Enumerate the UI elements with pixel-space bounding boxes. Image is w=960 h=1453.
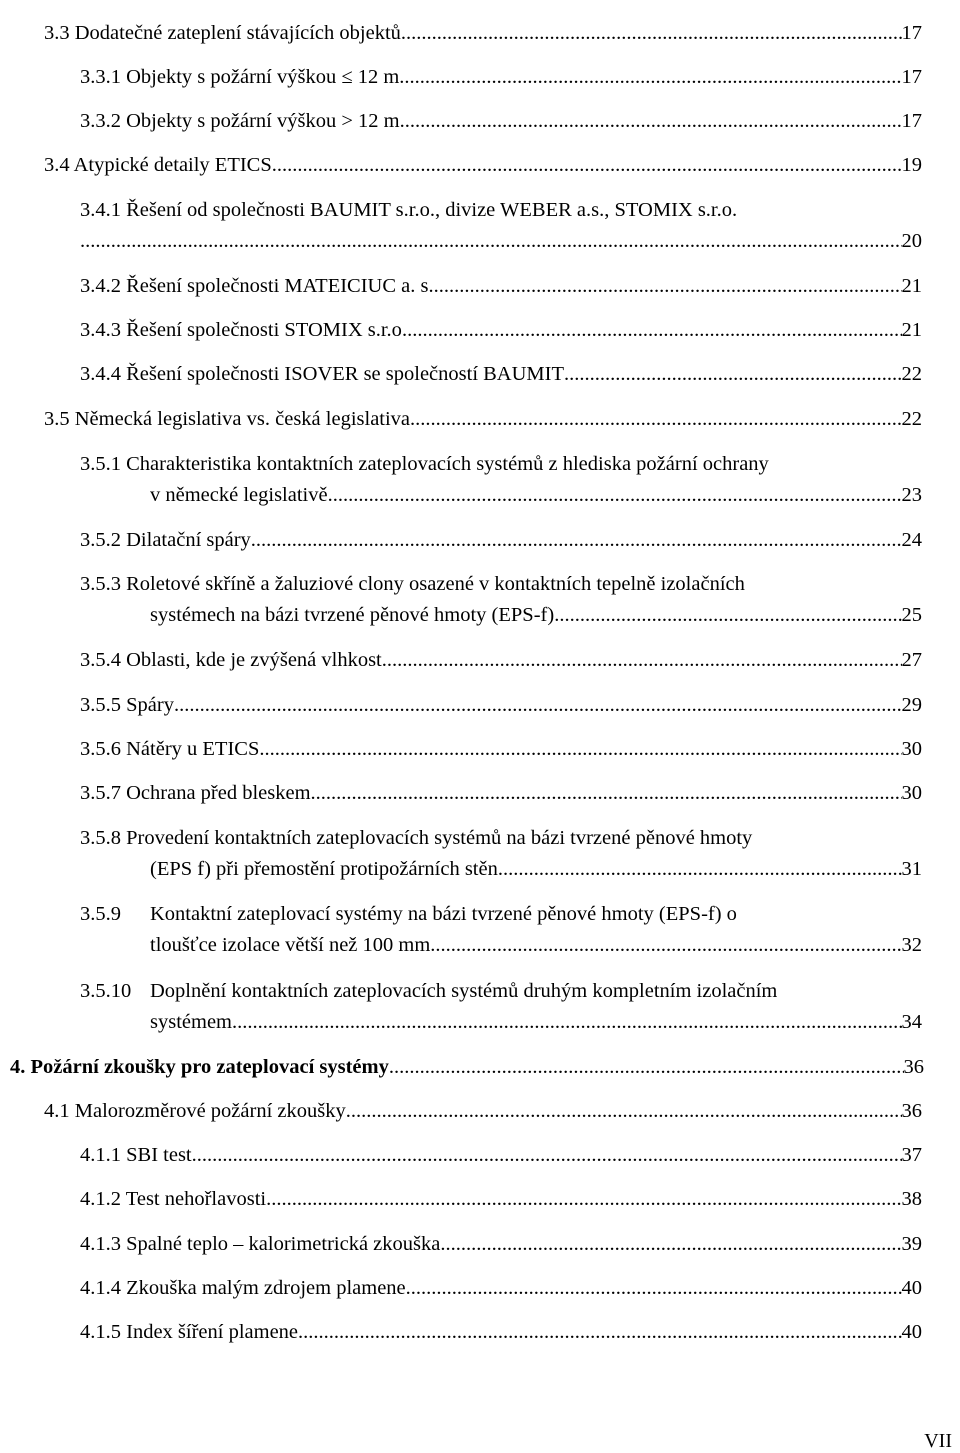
toc-page: 29 (901, 694, 922, 716)
toc-title: Doplnění kontaktních zateplovacích systémů druhým kompletním izolačním (150, 980, 778, 1002)
leader-dots (272, 150, 902, 181)
toc-number: 3.4.3 (80, 319, 121, 341)
toc-page: 21 (901, 319, 922, 341)
toc-entry-3-5-8[interactable] (80, 823, 922, 885)
toc-entry-3-5-5[interactable] (80, 690, 922, 721)
toc-entry-4-1-4[interactable] (80, 1273, 922, 1304)
toc-number: 3.5.9 (80, 903, 121, 925)
toc-number: 4.1.3 (80, 1233, 121, 1255)
toc-page: 31 (901, 858, 922, 880)
toc-entry-4-1-5[interactable] (80, 1317, 922, 1348)
toc-page: 38 (901, 1188, 922, 1210)
toc-title-cont: tloušťce izolace větší než 100 mm (150, 934, 431, 956)
toc-page: 25 (901, 604, 922, 626)
toc-title-cont: systémem (150, 1011, 232, 1033)
leader-dots (410, 404, 901, 435)
toc-title: Atypické detaily ETICS (73, 154, 272, 176)
leader-dots (402, 315, 902, 346)
toc-page: 17 (901, 110, 922, 132)
toc-number: 3.4 (44, 154, 70, 176)
toc-number: 3.5 (44, 408, 70, 430)
toc-number: 3.5.8 (80, 827, 121, 849)
toc-title: Test nehořlavosti (125, 1188, 267, 1210)
toc-number: 3.5.1 (80, 453, 121, 475)
toc-page: 24 (901, 529, 922, 551)
toc-page: 22 (901, 408, 922, 430)
toc-entry-3-4[interactable] (44, 150, 922, 181)
leader-dots (80, 226, 902, 257)
toc-entry-3-5-10[interactable] (80, 976, 922, 1038)
leader-dots (298, 1317, 901, 1348)
leader-dots (266, 1184, 901, 1215)
toc-title: Kontaktní zateplovací systémy na bázi tvrzené pěnové hmoty (EPS-f) o (150, 903, 737, 925)
toc-title: Řešení od společnosti BAUMIT s.r.o., divize WEBER a.s., STOMIX s.r.o. (126, 199, 738, 221)
leader-dots (346, 1096, 902, 1127)
toc-entry-3-4-4[interactable] (80, 359, 922, 390)
toc-page: 32 (901, 934, 922, 956)
toc-number: 3.5.3 (80, 573, 121, 595)
toc-entry-3-5-4[interactable] (80, 645, 922, 676)
leader-dots (328, 480, 902, 511)
leader-dots (192, 1140, 902, 1171)
toc-title: Objekty s požární výškou > 12 m (126, 110, 400, 132)
toc-title: Dilatační spáry (126, 529, 251, 551)
toc-entry-4-1-3[interactable] (80, 1229, 922, 1260)
toc-number: 4. (10, 1056, 26, 1078)
toc-entry-4-1-2[interactable] (80, 1184, 922, 1215)
toc-page: 37 (901, 1144, 922, 1166)
toc-page: 40 (901, 1321, 922, 1343)
toc-entry-3-3-1[interactable] (80, 62, 922, 93)
toc-title: Roletové skříně a žaluziové clony osazené v kontaktních tepelně izolačních (126, 573, 745, 595)
toc-entry-3-4-2[interactable] (80, 271, 922, 302)
toc-title-cont: (EPS f) při přemostění protipožárních stěn (150, 858, 498, 880)
leader-dots (251, 525, 902, 556)
toc-number: 4.1 (44, 1100, 70, 1122)
leader-dots (430, 930, 901, 961)
toc-page: 36 (901, 1100, 922, 1122)
toc-entry-3-5-1[interactable] (80, 449, 922, 511)
toc-entry-3-5-2[interactable] (80, 525, 922, 556)
leader-dots (311, 778, 902, 809)
leader-dots (382, 645, 902, 676)
toc-title: Spalné teplo – kalorimetrická zkouška (126, 1233, 441, 1255)
toc-number: 3.4.2 (80, 275, 121, 297)
leader-dots (399, 62, 901, 93)
toc-number: 3.3 (44, 22, 70, 44)
toc-entry-3-5-9[interactable] (80, 899, 922, 961)
toc-number: 4.1.2 (80, 1188, 121, 1210)
toc-title-cont: systémech na bázi tvrzené pěnové hmoty (EPS-f) (150, 604, 555, 626)
toc-entry-3-4-1[interactable] (80, 195, 922, 257)
toc-page: 30 (901, 738, 922, 760)
toc-entry-3-5-6[interactable] (80, 734, 922, 765)
toc-number: 3.5.6 (80, 738, 121, 760)
leader-dots (564, 359, 902, 390)
toc-page: 27 (901, 649, 922, 671)
leader-dots (498, 854, 902, 885)
toc-title: Malorozměrové požární zkoušky (74, 1100, 346, 1122)
toc-title: Ochrana před bleskem (126, 782, 311, 804)
leader-dots (259, 734, 901, 765)
toc-title: Oblasti, kde je zvýšená vlhkost (126, 649, 382, 671)
toc-page: 30 (901, 782, 922, 804)
toc-number: 3.5.4 (80, 649, 121, 671)
leader-dots (406, 1273, 902, 1304)
toc-number: 4.1.4 (80, 1277, 121, 1299)
toc-number: 3.3.2 (80, 110, 121, 132)
leader-dots (174, 690, 902, 721)
toc-title: Řešení společnosti STOMIX s.r.o (126, 319, 402, 341)
toc-title: Charakteristika kontaktních zateplovacích systémů z hlediska požární ochrany (126, 453, 769, 475)
leader-dots (389, 1052, 904, 1083)
page-number: VII (924, 1430, 952, 1452)
toc-number: 3.5.10 (80, 980, 132, 1002)
toc-page: 34 (901, 1011, 922, 1033)
toc-title: Německá legislativa vs. česká legislativa (74, 408, 411, 430)
leader-dots (401, 18, 902, 49)
toc-entry-3-3[interactable] (44, 18, 922, 49)
toc-page: 20 (901, 230, 922, 252)
toc-title: Provedení kontaktních zateplovacích systémů na bázi tvrzené pěnové hmoty (126, 827, 753, 849)
toc-number: 3.3.1 (80, 66, 121, 88)
toc-title: Řešení společnosti MATEICIUC a. s. (126, 275, 434, 297)
toc-page: 23 (901, 484, 922, 506)
toc-title: Řešení společnosti ISOVER se společností BAUMIT (126, 363, 564, 385)
toc-title: Zkouška malým zdrojem plamene (126, 1277, 406, 1299)
toc-number: 3.5.2 (80, 529, 121, 551)
leader-dots (400, 106, 902, 137)
toc-title: Požární zkoušky pro zateplovací systémy (30, 1056, 389, 1078)
toc-title: Spáry (126, 694, 174, 716)
toc-page: 17 (901, 22, 922, 44)
toc-entry-4[interactable] (10, 1052, 924, 1083)
toc-entry-3-5[interactable] (44, 404, 922, 435)
toc-number: 4.1.1 (80, 1144, 121, 1166)
toc-number: 4.1.5 (80, 1321, 121, 1343)
toc-page: 22 (901, 363, 922, 385)
toc-entry-3-3-2[interactable] (80, 106, 922, 137)
toc-page: 21 (901, 275, 922, 297)
toc-number: 3.5.7 (80, 782, 121, 804)
toc-title: SBI test (126, 1144, 192, 1166)
leader-dots (232, 1007, 902, 1038)
toc-entry-4-1-1[interactable] (80, 1140, 922, 1171)
toc-entry-3-4-3[interactable] (80, 315, 922, 346)
toc-page: 19 (901, 154, 922, 176)
toc-page: 39 (901, 1233, 922, 1255)
toc-number: 3.4.4 (80, 363, 121, 385)
toc-entry-3-5-3[interactable] (80, 569, 922, 631)
toc-number: 3.5.5 (80, 694, 121, 716)
toc-page: 36 (903, 1056, 924, 1078)
toc-title: Nátěry u ETICS (126, 738, 260, 760)
leader-dots (434, 271, 902, 302)
toc-entry-4-1[interactable] (44, 1096, 922, 1127)
toc-title: Dodatečné zateplení stávajících objektů (74, 22, 401, 44)
leader-dots (554, 600, 901, 631)
toc-title-cont: v německé legislativě (150, 484, 328, 506)
toc-page: 17 (901, 66, 922, 88)
toc-title: Index šíření plamene (126, 1321, 299, 1343)
toc-number: 3.4.1 (80, 199, 121, 221)
toc-page: 40 (901, 1277, 922, 1299)
leader-dots (440, 1229, 901, 1260)
toc-title: Objekty s požární výškou ≤ 12 m (126, 66, 400, 88)
toc-entry-3-5-7[interactable] (80, 778, 922, 809)
